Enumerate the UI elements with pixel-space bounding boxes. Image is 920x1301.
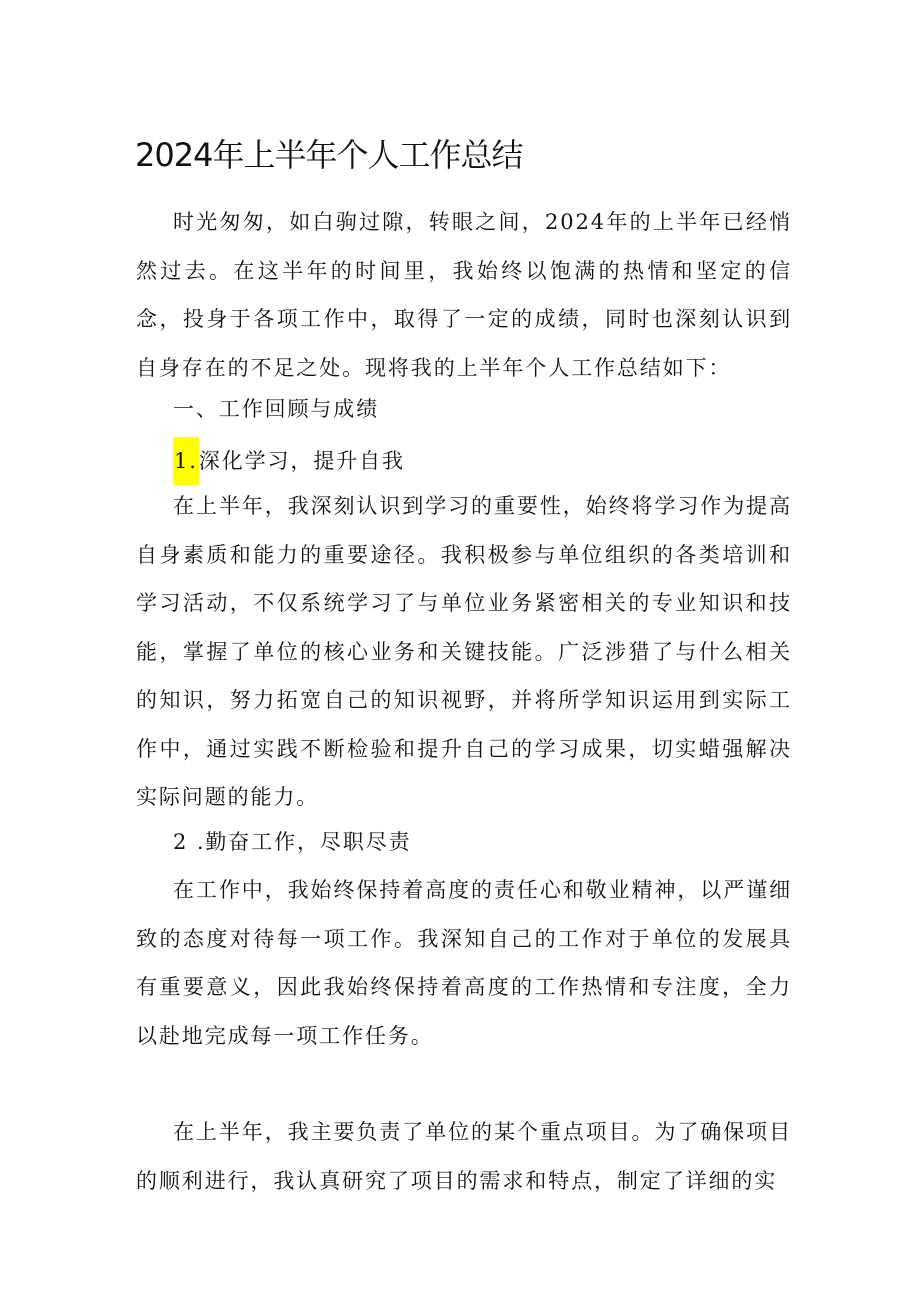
highlighted-number: 1. (173, 437, 199, 485)
work-paragraph: 在工作中，我始终保持着高度的责任心和敬业精神，以严谨细致的态度对待每一项工作。我深知自己的工作对于单位的发展具有重要意义，因此我始终保持着高度的工作热情和专注度，全力以赴地完成每一项工作任务。 (136, 878, 792, 1048)
document-title: 2024年上半年个人工作总结 (135, 136, 523, 174)
study-paragraph: 在上半年，我深刻认识到学习的重要性，始终将学习作为提高自身素质和能力的重要途径。我积极参与单位组织的各类培训和学习活动，不仅系统学习了与单位业务紧密相关的专业知识和技能，掌握了单位的核心业务和关键技能。广泛涉猎了与什么相关的知识，努力拓宽自己的知识视野，并将所学知识运用到实际工作中，通过实践不断检验和提升自己的学习成果，切实蜡强解决实际问题的能力。 (136, 494, 792, 809)
subsection-heading-1 (173, 437, 405, 485)
project-paragraph: 在上半年，我主要负责了单位的某个重点项目。为了确保项目的顺利进行，我认真研究了项目的需求和特点，制定了详细的实 (136, 1120, 792, 1193)
subsection-title-1: 深化学习，提升自我 (198, 449, 405, 473)
section-heading-work-review: 一、工作回顾与成绩 (173, 397, 380, 421)
subsection-heading-2: 2 .勤奋工作，尽职尽责 (173, 830, 412, 854)
intro-paragraph: 时光匆匆，如白驹过隙，转眼之间，2024年的上半年已经悄然过去。在这半年的时间里，我始终以饱满的热情和坚定的信念，投身于各项工作中，取得了一定的成绩，同时也深刻认识到自身存在的不足之处。现将我的上半年个人工作总结如下： (136, 210, 792, 380)
